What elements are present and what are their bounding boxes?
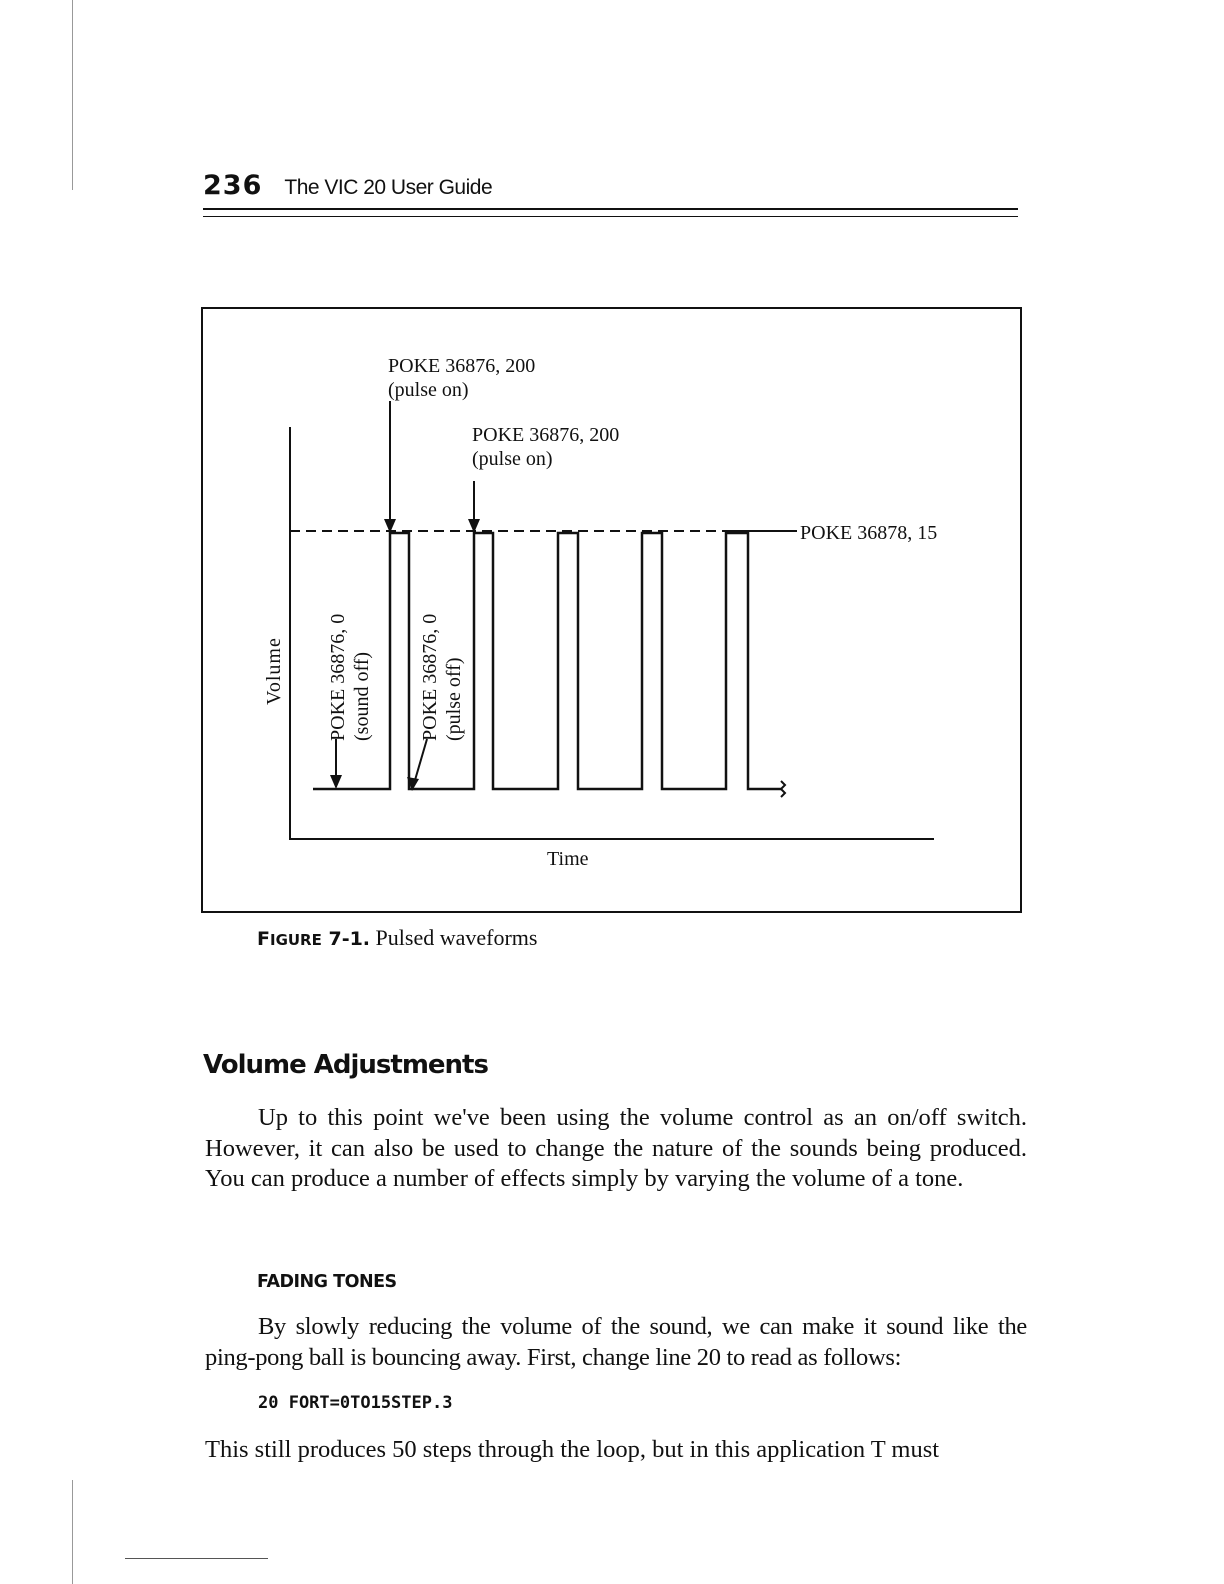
running-title: The VIC 20 User Guide bbox=[284, 176, 493, 199]
caption-label-smallcaps: IGURE bbox=[269, 931, 322, 949]
pulse-waveform bbox=[313, 533, 781, 789]
pulse-off-label: (pulse off) bbox=[443, 657, 465, 741]
footnote-rule bbox=[125, 1558, 268, 1559]
figure-caption bbox=[257, 925, 537, 951]
sound-off-arrowhead bbox=[330, 775, 342, 789]
poke-pulse-on-label-2: POKE 36876, 200 bbox=[472, 424, 620, 446]
poke-volume-label: POKE 36878, 15 bbox=[800, 522, 938, 544]
subsection-heading: FADING TONES bbox=[257, 1272, 397, 1292]
pulse-off-poke-label: POKE 36876, 0 bbox=[419, 613, 441, 741]
code-line: 20 FORT=0TO15STEP.3 bbox=[258, 1393, 453, 1413]
header-rule-top bbox=[203, 208, 1018, 210]
pulse-on-label-1: (pulse on) bbox=[388, 379, 469, 401]
sound-off-poke-label: POKE 36876, 0 bbox=[327, 613, 349, 741]
scan-edge-bottom bbox=[72, 1480, 73, 1584]
waveform-break-mark bbox=[781, 781, 785, 797]
pulse-waveform-diagram bbox=[203, 309, 1024, 915]
section-heading: Volume Adjustments bbox=[203, 1050, 488, 1080]
scan-edge-top bbox=[72, 0, 73, 190]
page-number: 236 bbox=[203, 170, 263, 201]
continuation-paragraph: This still produces 50 steps through the loop, but in this application T must bbox=[205, 1436, 940, 1463]
figure-caption-label bbox=[257, 928, 370, 950]
pulse-on-label-2: (pulse on) bbox=[472, 448, 553, 470]
section-paragraph: Up to this point we've been using the volume control as an on/off switch. However, it can also be used to change the nature of the sounds being produced. You can produce a number of effects simply by varying the volume of a tone. bbox=[205, 1104, 1027, 1192]
time-axis-label: Time bbox=[547, 848, 589, 870]
sound-off-label: (sound off) bbox=[351, 651, 373, 741]
page-header bbox=[203, 170, 1018, 201]
caption-label-initial: F bbox=[257, 928, 270, 950]
figure-7-1 bbox=[201, 307, 1022, 913]
figure-caption-text: Pulsed waveforms bbox=[375, 925, 538, 950]
subsection-paragraph: By slowly reducing the volume of the sound, we can make it sound like the ping-pong ball is bouncing away. First, change line 20 to read as follows: bbox=[205, 1313, 1027, 1371]
poke-pulse-on-label-1: POKE 36876, 200 bbox=[388, 355, 536, 377]
caption-label-number: 7-1. bbox=[321, 928, 371, 950]
header-rule-bottom bbox=[203, 216, 1018, 217]
volume-axis-label: Volume bbox=[263, 637, 285, 705]
